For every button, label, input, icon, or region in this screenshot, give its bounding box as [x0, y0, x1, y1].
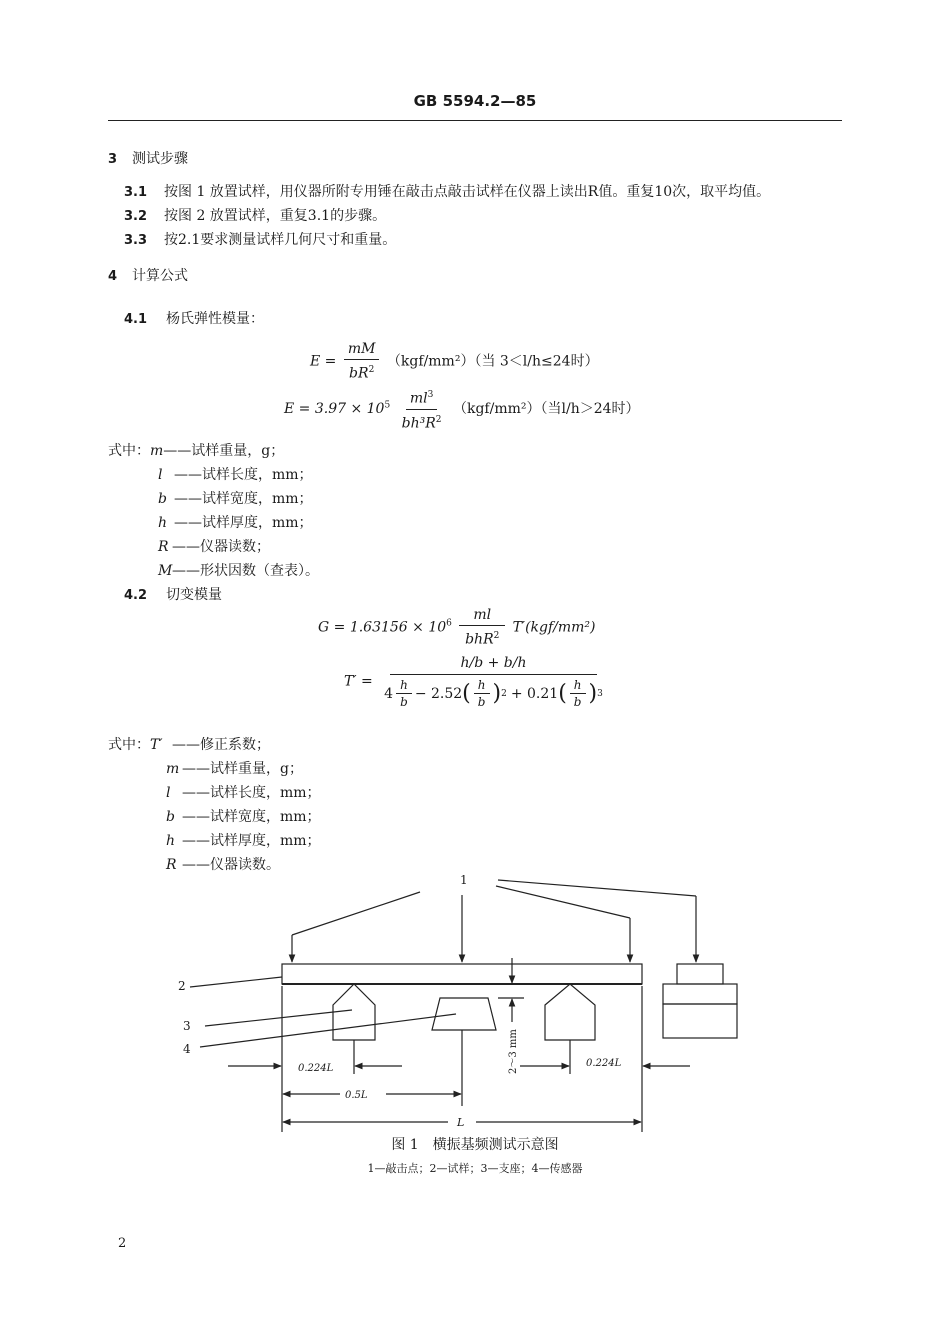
eq4-lhs: T′ =	[344, 673, 373, 690]
vars1-symbol: m	[150, 443, 164, 459]
dim-label-224-left: 0.224L	[298, 1063, 334, 1074]
eq4-hb-num-3: h	[570, 678, 586, 694]
dim-label-224-right: 0.224L	[586, 1058, 622, 1069]
vars1-description: ——试样厚度，mm；	[174, 515, 313, 531]
vars1-symbol: M	[158, 563, 173, 579]
eq2-den-exponent: 2	[435, 414, 442, 425]
eq3-numerator: ml	[459, 606, 505, 626]
section-4-title: 计算公式	[132, 268, 188, 284]
label-3: 3	[183, 1019, 191, 1033]
vars2-prefix: 式中：	[108, 737, 150, 753]
dim-label-L: L	[457, 1116, 465, 1129]
eq3-den-exponent: 2	[493, 631, 500, 641]
leader-line-1a	[292, 892, 420, 935]
dim-label-05: 0.5L	[345, 1090, 368, 1101]
item-3-2-text: 按图 2 放置试样，重复3.1的步骤。	[164, 208, 387, 224]
label-1: 1	[460, 873, 468, 887]
vars1-symbol: b	[158, 491, 167, 507]
label-2: 2	[178, 979, 186, 993]
eq1-denominator: bR	[349, 365, 369, 382]
eq3-tail: T′(kgf/mm²)	[512, 619, 596, 636]
eq1-lhs: E =	[310, 353, 337, 370]
vars2-description: ——试样宽度，mm；	[182, 809, 321, 825]
vars1-description: ——仪器读数；	[172, 539, 270, 555]
leader-line-3	[205, 1010, 352, 1026]
eq4-hb-den-1: b	[400, 695, 408, 709]
section-3-title: 测试步骤	[132, 151, 188, 167]
eq1-condition: （当 3＜l/h≤24时）	[474, 353, 599, 370]
vars2-symbol: m	[166, 761, 180, 777]
item-3-1-text: 按图 1 放置试样，用仪器所附专用锤在敲击点敲击试样在仪器上读出R值。重复10次，取平均值。	[164, 184, 771, 200]
vars2-description: ——修正系数；	[172, 737, 270, 753]
instrument-top	[677, 964, 723, 984]
subsection-4-2-title: 切变模量	[166, 587, 222, 603]
leader-line-4	[200, 1014, 456, 1047]
eq4-den-coef-b: − 2.52	[414, 685, 463, 702]
eq3-lhs: G = 1.63156 × 10	[318, 619, 447, 636]
eq2-lhs-exponent: 5	[384, 400, 391, 411]
vars1-description: ——试样长度，mm；	[174, 467, 313, 483]
section-3-number: 3	[108, 152, 118, 167]
eq2-lhs: E = 3.97 × 10	[284, 401, 385, 418]
instrument-bottom	[663, 1004, 737, 1038]
vars2-description: ——试样长度，mm；	[182, 785, 321, 801]
sensor-block	[432, 998, 496, 1030]
vars1-description: ——形状因数（查表）。	[172, 563, 319, 579]
eq4-den-coef-a: 4	[384, 685, 394, 702]
page-header-title: GB 5594.2—85	[413, 92, 537, 110]
eq3-lhs-exponent: 6	[446, 618, 452, 629]
specimen-beam	[282, 964, 642, 984]
dim-label-gap: 2～3 mm	[508, 1029, 519, 1074]
leader-line-1c	[496, 886, 630, 918]
eq2-num-exponent: 3	[427, 390, 434, 400]
subsection-4-2-number: 4.2	[124, 588, 148, 603]
vars2-description: ——仪器读数。	[182, 857, 280, 873]
figure-1-legend: 1—敲击点；2—试样；3—支座；4—传感器	[367, 1162, 583, 1175]
vars1-description: ——试样重量，g；	[163, 443, 285, 459]
eq4-hb-num-2: h	[474, 678, 490, 694]
eq1-numerator: mM	[344, 340, 380, 360]
item-3-1-number: 3.1	[124, 185, 148, 200]
eq4-numerator: h/b + b/h	[390, 654, 596, 675]
vars1-symbol: l	[158, 467, 163, 483]
leader-line-2	[190, 977, 282, 987]
eq4-fraction: h/b + b/h 4 $\frac{h}{b}$ − 2.52 ( $\frac{h}{b}$ ) 2 + 0.21 ( $\frac{h}{b}$ ) 3	[384, 655, 603, 709]
eq4-exp-2: 2	[501, 688, 507, 699]
eq3-denominator: bhR	[465, 631, 494, 648]
support-right	[545, 984, 595, 1040]
vars2-symbol: b	[166, 809, 175, 825]
vars2-symbol: h	[166, 833, 176, 849]
subsection-4-1-title: 杨氏弹性模量：	[166, 311, 264, 327]
eq4-hb-den-2: b	[477, 695, 486, 709]
section-4-number: 4	[108, 269, 118, 284]
page-number: 2	[118, 1236, 127, 1251]
eq2-units: （kgf/mm²）	[452, 401, 541, 418]
eq4-hb-num-1: h	[396, 678, 412, 694]
label-4: 4	[183, 1042, 191, 1056]
eq4-den-coef-c: + 0.21	[510, 685, 559, 702]
figure-1-caption: 图 1 横振基频测试示意图	[391, 1137, 559, 1153]
eq2-numerator: ml	[409, 390, 428, 407]
vars2-symbol: R	[166, 857, 177, 873]
vars2-symbol: T′	[150, 737, 163, 753]
eq4-exp-3: 3	[597, 688, 603, 699]
item-3-3-number: 3.3	[124, 233, 148, 248]
eq2-denominator: bh³R	[401, 415, 436, 432]
instrument-middle	[663, 984, 737, 1004]
vars1-symbol: h	[158, 515, 168, 531]
item-3-3-text: 按2.1要求测量试样几何尺寸和重量。	[164, 232, 397, 248]
vars1-symbol: R	[158, 539, 169, 555]
item-3-2-number: 3.2	[124, 209, 148, 224]
subsection-4-1-number: 4.1	[124, 312, 148, 327]
vars2-symbol: l	[166, 785, 171, 801]
eq2-condition: （当l/h＞24时）	[540, 401, 640, 418]
eq1-units: （kgf/mm²）	[386, 353, 475, 370]
vars2-description: ——试样厚度，mm；	[182, 833, 321, 849]
eq1-den-exponent: 2	[368, 365, 375, 375]
support-left	[333, 984, 375, 1040]
vars1-description: ——试样宽度，mm；	[174, 491, 313, 507]
eq4-hb-den-3: b	[573, 695, 582, 709]
vars2-description: ——试样重量，g；	[182, 761, 303, 777]
vars1-prefix: 式中：	[108, 443, 150, 459]
